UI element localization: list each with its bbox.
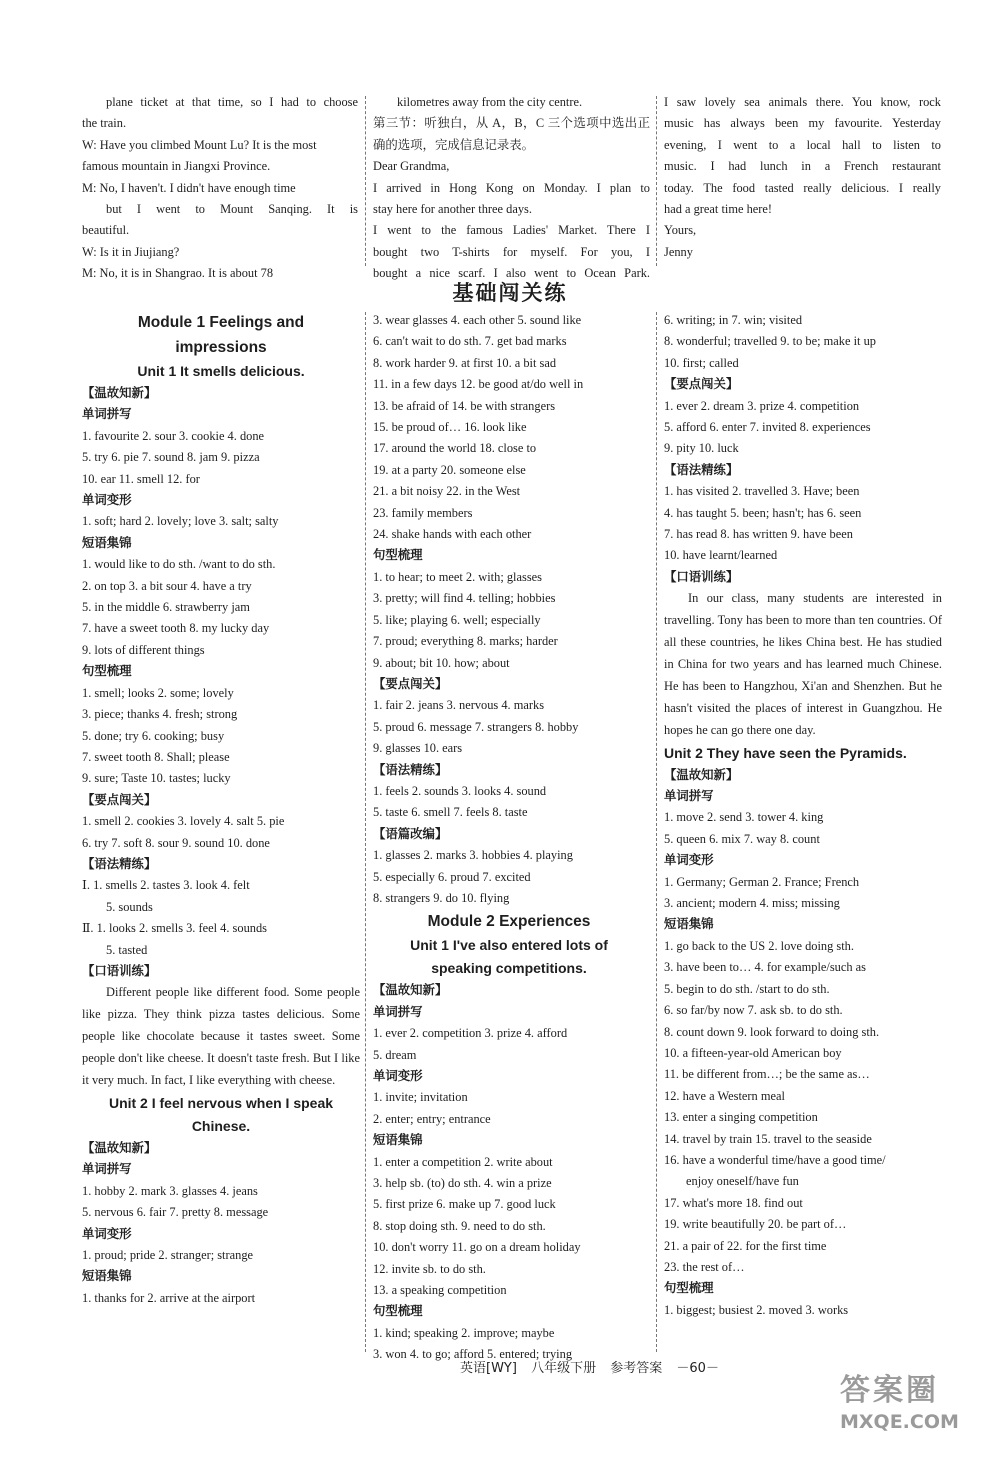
- text-line: 24. shake hands with each other: [373, 527, 532, 542]
- text-line: 5. like; playing 6. well; especially: [373, 612, 541, 627]
- section-heading: 【温故知新】: [664, 767, 739, 782]
- answer-column-1: [82, 310, 360, 1309]
- section-heading: 短语集锦: [664, 917, 714, 932]
- text-line: 17. around the world 18. close to: [373, 441, 537, 456]
- top-column-1: [82, 92, 358, 285]
- text-line: 5. afford 6. enter 7. invited 8. experiences: [664, 420, 871, 435]
- section-heading: 单词变形: [373, 1069, 423, 1083]
- text-line: 16. have a wonderful time/have a good time/: [664, 1152, 886, 1167]
- text-line: music has always been my favourite. Yesterday: [664, 116, 941, 131]
- text-line: 1. go back to the US 2. love doing sth.: [664, 938, 854, 953]
- page-number: －60－: [676, 1361, 719, 1376]
- unit-heading: Chinese.: [191, 1117, 251, 1134]
- text-line: 14. travel by train 15. travel to the seaside: [664, 1131, 872, 1146]
- unit-heading: Unit 2 I feel nervous when I speak: [108, 1094, 334, 1111]
- section-heading: 【口语训练】: [82, 963, 157, 978]
- text-line: 5. in the middle 6. strawberry jam: [82, 600, 250, 615]
- text-line: 1. glasses 2. marks 3. hobbies 4. playing: [373, 848, 573, 863]
- text-line: 1. enter a competition 2. write about: [373, 1154, 553, 1169]
- text-line: 1. feels 2. sounds 3. looks 4. sound: [373, 783, 547, 798]
- column-divider-3: [365, 312, 366, 1352]
- text-line: 7. have a sweet tooth 8. my lucky day: [82, 621, 270, 636]
- text-line: 3. pretty; will find 4. telling; hobbies: [373, 591, 556, 606]
- text-line: 5. sounds: [106, 899, 153, 914]
- text-line: 1. to hear; to meet 2. with; glasses: [373, 569, 542, 584]
- text-line: 6. can't wait to do sth. 7. get bad marks: [373, 334, 567, 349]
- text-line: 8. count down 9. look forward to doing sth.: [664, 1024, 880, 1039]
- answer-column-2: [373, 310, 645, 1366]
- top-column-3: [664, 92, 941, 263]
- text-line: kilometres away from the city centre.: [397, 95, 583, 109]
- unit-heading: speaking competitions.: [431, 960, 587, 977]
- page-footer: [460, 1357, 729, 1376]
- text-line: 5. nervous 6. fair 7. pretty 8. message: [82, 1205, 269, 1220]
- text-line: 13. a speaking competition: [373, 1283, 507, 1298]
- section-heading: 【温故知新】: [373, 983, 448, 998]
- section-heading: 句型梳理: [664, 1281, 714, 1296]
- text-line: 7. sweet tooth 8. Shall; please: [82, 749, 230, 764]
- text-line: 5. especially 6. proud 7. excited: [373, 869, 531, 884]
- section-heading: 【要点闯关】: [82, 792, 157, 807]
- text-line: 13. be afraid of 14. be with strangers: [373, 398, 556, 413]
- text-line: 1. proud; pride 2. stranger; strange: [82, 1247, 254, 1262]
- text-line: 5. tasted: [106, 942, 148, 957]
- section-heading: 【语法精练】: [664, 462, 739, 477]
- text-line: 8. strangers 9. do 10. flying: [373, 890, 510, 905]
- text-line: 5. taste 6. smell 7. feels 8. taste: [373, 805, 528, 820]
- text-line: 3. help sb. (to) do sth. 4. win a prize: [373, 1176, 552, 1191]
- text-line: Ⅱ. 1. looks 2. smells 3. feel 4. sounds: [82, 921, 267, 936]
- text-line: enjoy oneself/have fun: [686, 1174, 799, 1189]
- text-line: Yours,: [664, 223, 697, 238]
- text-line: had a great time here!: [664, 202, 773, 217]
- section-heading: 短语集锦: [373, 1133, 423, 1148]
- text-line: 12. have a Western meal: [664, 1088, 785, 1103]
- dialogue-line: M: No, I haven't. I didn't have enough time: [82, 180, 296, 195]
- text-line: 5. queen 6. mix 7. way 8. count: [664, 831, 820, 846]
- section-heading: 【温故知新】: [82, 1140, 157, 1155]
- section-title: 基础闯关练: [452, 281, 568, 305]
- text-line: 1. Germany; German 2. France; French: [664, 874, 860, 889]
- dialogue-line: W: Is it in Jiujiang?: [82, 244, 180, 259]
- text-line: 17. what's more 18. find out: [664, 1195, 803, 1210]
- footer-subject: 英语[WY]: [460, 1361, 517, 1376]
- text-line: plane ticket at that time, so I had to choose: [106, 95, 358, 109]
- text-line: 13. enter a singing competition: [664, 1110, 818, 1125]
- text-line: 10. have learnt/learned: [664, 548, 778, 563]
- text-line: Jenny: [664, 244, 693, 259]
- text-line: 1. has visited 2. travelled 3. Have; been: [664, 484, 860, 499]
- text-line: 3. have been to… 4. for example/such as: [664, 960, 866, 975]
- top-column-2: [373, 92, 650, 285]
- text-line: 1. soft; hard 2. lovely; love 3. salt; salty: [82, 514, 279, 529]
- section-heading: 单词变形: [664, 853, 714, 868]
- column-divider-1: [365, 96, 366, 266]
- section-heading: 短语集锦: [82, 535, 132, 550]
- text-line: 10. a fifteen-year-old American boy: [664, 1045, 842, 1060]
- module-heading: Module 2 Experiences: [427, 913, 591, 931]
- text-line: 23. family members: [373, 505, 473, 520]
- text-line: 8. stop doing sth. 9. need to do sth.: [373, 1218, 546, 1233]
- section-heading: 单词拼写: [664, 789, 714, 804]
- section-heading: 【口语训练】: [664, 569, 739, 584]
- text-line: 2. enter; entry; entrance: [373, 1111, 491, 1126]
- text-line: 12. invite sb. to do sth.: [373, 1261, 486, 1276]
- text-line: 3. wear glasses 4. each other 5. sound like: [373, 313, 582, 327]
- text-line: I saw lovely sea animals there. You know, rock: [664, 95, 941, 109]
- text-line: 1. ever 2. competition 3. prize 4. afford: [373, 1026, 568, 1041]
- module-heading: Module 1 Feelings and: [137, 314, 305, 331]
- text-line: 1. invite; invitation: [373, 1090, 468, 1105]
- text-line: 10. first; called: [664, 355, 739, 370]
- text-line: Dear Grandma,: [373, 159, 450, 174]
- text-line: 11. be different from…; be the same as…: [664, 1067, 870, 1082]
- section-heading: 句型梳理: [82, 664, 132, 679]
- footer-label: 参考答案: [610, 1361, 663, 1376]
- section-heading: 短语集锦: [82, 1269, 132, 1284]
- section-heading: 【要点闯关】: [664, 377, 739, 392]
- text-line: 7. proud; everything 8. marks; harder: [373, 634, 558, 649]
- text-line: I went to the famous Ladies' Market. There I: [373, 223, 650, 238]
- text-line: 1. favourite 2. sour 3. cookie 4. done: [82, 428, 265, 443]
- text-line: bought two T-shirts for myself. For you, I: [373, 244, 650, 259]
- text-line: 9. pity 10. luck: [664, 441, 739, 456]
- text-line: 9. sure; Taste 10. tastes; lucky: [82, 771, 231, 786]
- dialogue-line: W: Have you climbed Mount Lu? It is the most: [82, 137, 317, 152]
- paragraph: In our class, many students are interested in travelling. Tony has been to more than ten countries. Of all these countries, he likes China best. He has studied in China for two years and has learned much Chinese. He has been to Hangzhou, Xi'an and Shenzhen. But he hasn't visited the places of interest in Guangzhou. He hopes he can go there one day.: [664, 591, 942, 737]
- section-heading: 【语法精练】: [82, 856, 157, 871]
- text-line: bought a nice scarf. I also went to Ocean Park.: [373, 266, 650, 281]
- text-line: 9. lots of different things: [82, 642, 205, 657]
- text-line: 11. in a few days 12. be good at/do well in: [373, 377, 584, 392]
- section-heading: 单词变形: [82, 1226, 132, 1241]
- answer-column-3: [664, 310, 942, 1321]
- section-heading: 句型梳理: [373, 548, 423, 563]
- text-line: 19. at a party 20. someone else: [373, 462, 526, 477]
- text-line: 6. so far/by now 7. ask sb. to do sth.: [664, 1003, 843, 1018]
- footer-grade: 八年级下册: [531, 1361, 597, 1376]
- section-heading: 单词拼写: [82, 1162, 132, 1177]
- section-heading: 【语法精练】: [373, 762, 448, 777]
- text-line: beautiful.: [82, 223, 130, 238]
- section-heading: 单词拼写: [373, 1004, 423, 1019]
- text-line: 1. thanks for 2. arrive at the airport: [82, 1290, 256, 1305]
- paragraph: Different people like different food. Some people like pizza. They think pizza tastes delicious. Some people like chocolate because it tastes sweet. Some people don't like cheese. It doesn't taste fresh. But I like it very much. In fact, I like everything with cheese.: [82, 985, 360, 1087]
- text-line: 5. try 6. pie 7. sound 8. jam 9. pizza: [82, 450, 260, 465]
- text-line: famous mountain in Jiangxi Province.: [82, 159, 271, 174]
- column-divider-2: [656, 96, 657, 266]
- text-line: 1. move 2. send 3. tower 4. king: [664, 810, 824, 825]
- text-line: 3. ancient; modern 4. miss; missing: [664, 896, 840, 911]
- text-line: 1. smell 2. cookies 3. lovely 4. salt 5. pie: [82, 814, 285, 829]
- dialogue-line: M: No, it is in Shangrao. It is about 78: [82, 266, 274, 281]
- text-line: 9. glasses 10. ears: [373, 741, 463, 756]
- text-line: 5. proud 6. message 7. strangers 8. hobby: [373, 719, 579, 734]
- watermark-logo: [840, 1365, 995, 1453]
- unit-heading: Unit 1 It smells delicious.: [137, 363, 305, 379]
- text-line: 第三节：听独白，从 A，B，C 三个选项中选出正: [373, 116, 650, 131]
- text-line: Ⅰ. 1. smells 2. tastes 3. look 4. felt: [82, 878, 250, 893]
- section-heading: 句型梳理: [373, 1304, 423, 1319]
- text-line: evening, I went to a local hall to listen to: [664, 137, 941, 152]
- text-line: 1. kind; speaking 2. improve; maybe: [373, 1325, 555, 1340]
- watermark-logo-text: 答案圈: [840, 1373, 939, 1408]
- text-line: 1. smell; looks 2. some; lovely: [82, 685, 234, 700]
- text-line: music. I had lunch in a French restaurant: [664, 159, 941, 174]
- text-line: 1. would like to do sth. /want to do sth.: [82, 557, 276, 572]
- text-line: 21. a bit noisy 22. in the West: [373, 484, 521, 499]
- text-line: 2. on top 3. a bit sour 4. have a try: [82, 578, 252, 593]
- section-heading: 【要点闯关】: [373, 676, 448, 691]
- section-heading: 【语篇改编】: [373, 826, 448, 841]
- text-line: 7. has read 8. has written 9. have been: [664, 527, 853, 542]
- text-line: 23. the rest of…: [664, 1259, 745, 1274]
- text-line: 1. hobby 2. mark 3. glasses 4. jeans: [82, 1183, 258, 1198]
- text-line: 1. ever 2. dream 3. prize 4. competition: [664, 398, 860, 413]
- unit-heading: Unit 1 I've also entered lots of: [410, 937, 608, 954]
- section-heading: 单词拼写: [82, 407, 132, 422]
- text-line: 1. fair 2. jeans 3. nervous 4. marks: [373, 698, 545, 713]
- section-heading: 【温故知新】: [82, 386, 157, 400]
- text-line: 3. piece; thanks 4. fresh; strong: [82, 707, 238, 722]
- text-line: 5. dream: [373, 1047, 417, 1062]
- text-line: today. The food tasted really delicious. I really: [664, 180, 941, 195]
- text-line: 1. biggest; busiest 2. moved 3. works: [664, 1302, 849, 1317]
- text-line: 6. try 7. soft 8. sour 9. sound 10. done: [82, 835, 270, 850]
- module-heading: impressions: [175, 339, 267, 356]
- text-line: 6. writing; in 7. win; visited: [664, 313, 803, 327]
- watermark-url: MXQE.COM: [840, 1411, 959, 1433]
- text-line: 21. a pair of 22. for the first time: [664, 1238, 827, 1253]
- text-line: 8. work harder 9. at first 10. a bit sad: [373, 355, 557, 370]
- text-line: 3. won 4. to go; afford 5. entered; trying: [373, 1347, 573, 1362]
- text-line: 4. has taught 5. been; hasn't; has 6. seen: [664, 505, 862, 520]
- text-line: 确的选项，完成信息记录表。: [373, 137, 535, 152]
- text-line: the train.: [82, 116, 127, 131]
- column-divider-4: [656, 312, 657, 1352]
- text-line: 8. wonderful; travelled 9. to be; make it up: [664, 334, 876, 349]
- text-line: 15. be proud of… 16. look like: [373, 420, 527, 435]
- text-line: 10. ear 11. smell 12. for: [82, 471, 200, 486]
- text-line: 9. about; bit 10. how; about: [373, 655, 510, 670]
- text-line: 5. begin to do sth. /start to do sth.: [664, 981, 830, 996]
- text-line: stay here for another three days.: [373, 202, 532, 217]
- unit-heading: Unit 2 They have seen the Pyramids.: [664, 744, 907, 761]
- text-line: I arrived in Hong Kong on Monday. I plan to: [373, 180, 650, 195]
- text-line: 5. done; try 6. cooking; busy: [82, 728, 225, 743]
- text-line: 10. don't worry 11. go on a dream holiday: [373, 1240, 581, 1255]
- text-line: 19. write beautifully 20. be part of…: [664, 1217, 847, 1232]
- section-heading: 单词变形: [82, 493, 132, 508]
- text-line: but I went to Mount Sanqing. It is: [106, 202, 358, 217]
- text-line: 5. first prize 6. make up 7. good luck: [373, 1197, 556, 1212]
